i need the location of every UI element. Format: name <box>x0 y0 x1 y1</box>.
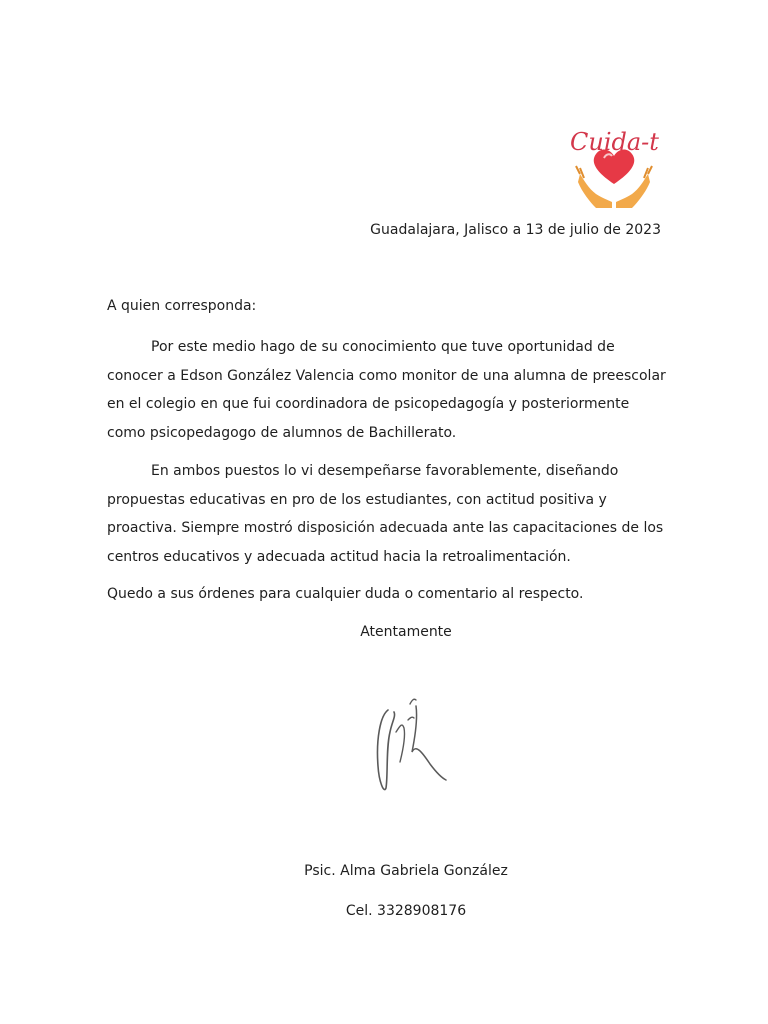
handwritten-signature <box>366 692 450 800</box>
signer-name: Psic. Alma Gabriela González <box>304 863 508 879</box>
closing: Atentamente <box>360 624 452 640</box>
cuida-t-logo <box>566 118 662 212</box>
logo-wordmark: Cuida-t <box>570 128 659 156</box>
body-paragraph-1: Por este medio hago de su conocimiento que tuve oportunidad de conocer a Edson González Valencia como monitor de una alumna de preescolar en el colegio en que fui coordinadora de psicopedagogía y posteriormente como psicopedagogo de alumnos de Bachillerato. <box>107 339 666 441</box>
greeting: A quien corresponda: <box>107 298 257 314</box>
signer-phone: Cel. 3328908176 <box>345 903 467 919</box>
body-paragraph-3: Quedo a sus órdenes para cualquier duda o comentario al respecto. <box>107 586 584 602</box>
body-paragraph-2: En ambos puestos lo vi desempeñarse favorablemente, diseñando propuestas educativas en pro de los estudiantes, con actitud positiva y proactiva. Siempre mostró disposición adecuada ante las capacitaciones de los centros educativos y adecuada actitud hacia la retroalimentación. <box>107 463 664 565</box>
date-line: Guadalajara, Jalisco a 13 de julio de 2023 <box>370 222 661 238</box>
